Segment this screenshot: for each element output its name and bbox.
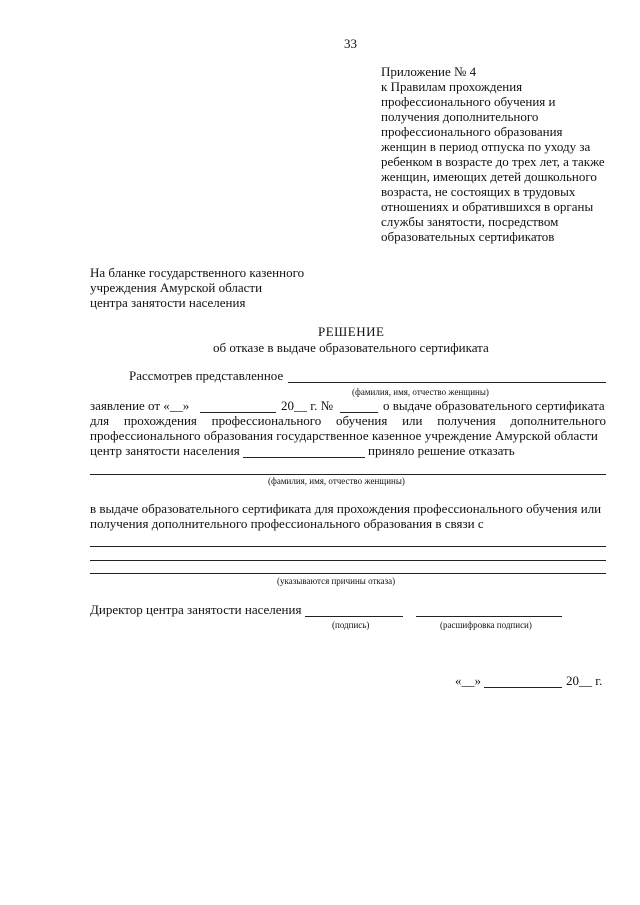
director-label: Директор центра занятости населения — [90, 602, 302, 617]
refusal-reason-field[interactable] — [90, 560, 606, 561]
body-line-institution: профессионального образования государственное казенное учреждение Амурской области — [90, 428, 598, 443]
page-number: 33 — [344, 36, 357, 51]
letterhead-line: центра занятости населения — [90, 295, 246, 310]
applicant-name-field[interactable] — [288, 382, 606, 383]
center-label: центр занятости населения — [90, 443, 240, 458]
date-month-field[interactable] — [484, 687, 562, 688]
hint-reasons: (указываются причины отказа) — [277, 576, 396, 586]
appendix-line: образовательных сертификатов — [381, 229, 555, 244]
refusal-line-2: получения дополнительного профессионального образования в связи с — [90, 516, 484, 531]
appendix-line: службы занятости, посредством — [381, 214, 559, 229]
appendix-title: Приложение № 4 — [381, 64, 477, 79]
decision-statement: приняло решение отказать — [368, 443, 515, 458]
application-date-label: заявление от «__» — [90, 398, 190, 413]
appendix-line: женщин, имеющих детей дошкольного — [381, 169, 597, 184]
refusal-reason-field[interactable] — [90, 573, 606, 574]
reviewed-label: Рассмотрев представленное — [129, 368, 284, 383]
appendix-line: к Правилам прохождения — [381, 79, 523, 94]
signature-field[interactable] — [305, 616, 403, 617]
body-line-justified: для прохождения профессионального обучения или получения дополнительного — [90, 413, 607, 428]
date-year-label: 20__ г. — [566, 673, 603, 688]
decision-title: РЕШЕНИЕ — [318, 324, 385, 339]
letterhead-line: На бланке государственного казенного — [90, 265, 305, 280]
appendix-line: ребенком в возрасте до трех лет, а также — [381, 154, 605, 169]
refused-applicant-field[interactable] — [90, 474, 606, 475]
appendix-line: профессионального обучения и — [381, 94, 556, 109]
hint-signature: (подпись) — [332, 620, 370, 630]
appendix-line: профессионального образования — [381, 124, 563, 139]
appendix-line: получения дополнительного — [381, 109, 539, 124]
appendix-line: женщин в период отпуска по уходу за — [381, 139, 591, 154]
letterhead-line: учреждения Амурской области — [90, 280, 263, 295]
hint-refused-applicant: (фамилия, имя, отчество женщины) — [268, 476, 405, 486]
signature-decoding-field[interactable] — [416, 616, 562, 617]
appendix-line: отношениях и обратившихся в органы — [381, 199, 594, 214]
appendix-line: возраста, не состоящих в трудовых — [381, 184, 576, 199]
application-subject: о выдаче образовательного сертификата — [383, 398, 605, 413]
hint-applicant-name: (фамилия, имя, отчество женщины) — [352, 387, 489, 397]
refusal-line-1: в выдаче образовательного сертификата для прохождения профессионального обучения или — [90, 501, 602, 516]
hint-signature-decoding: (расшифровка подписи) — [440, 620, 532, 630]
application-year-label: 20__ г. № — [281, 398, 334, 413]
decision-subtitle: об отказе в выдаче образовательного сертификата — [213, 340, 489, 355]
date-day-label: «__» — [455, 673, 481, 688]
refusal-reason-field[interactable] — [90, 546, 606, 547]
center-name-field[interactable] — [243, 457, 365, 458]
